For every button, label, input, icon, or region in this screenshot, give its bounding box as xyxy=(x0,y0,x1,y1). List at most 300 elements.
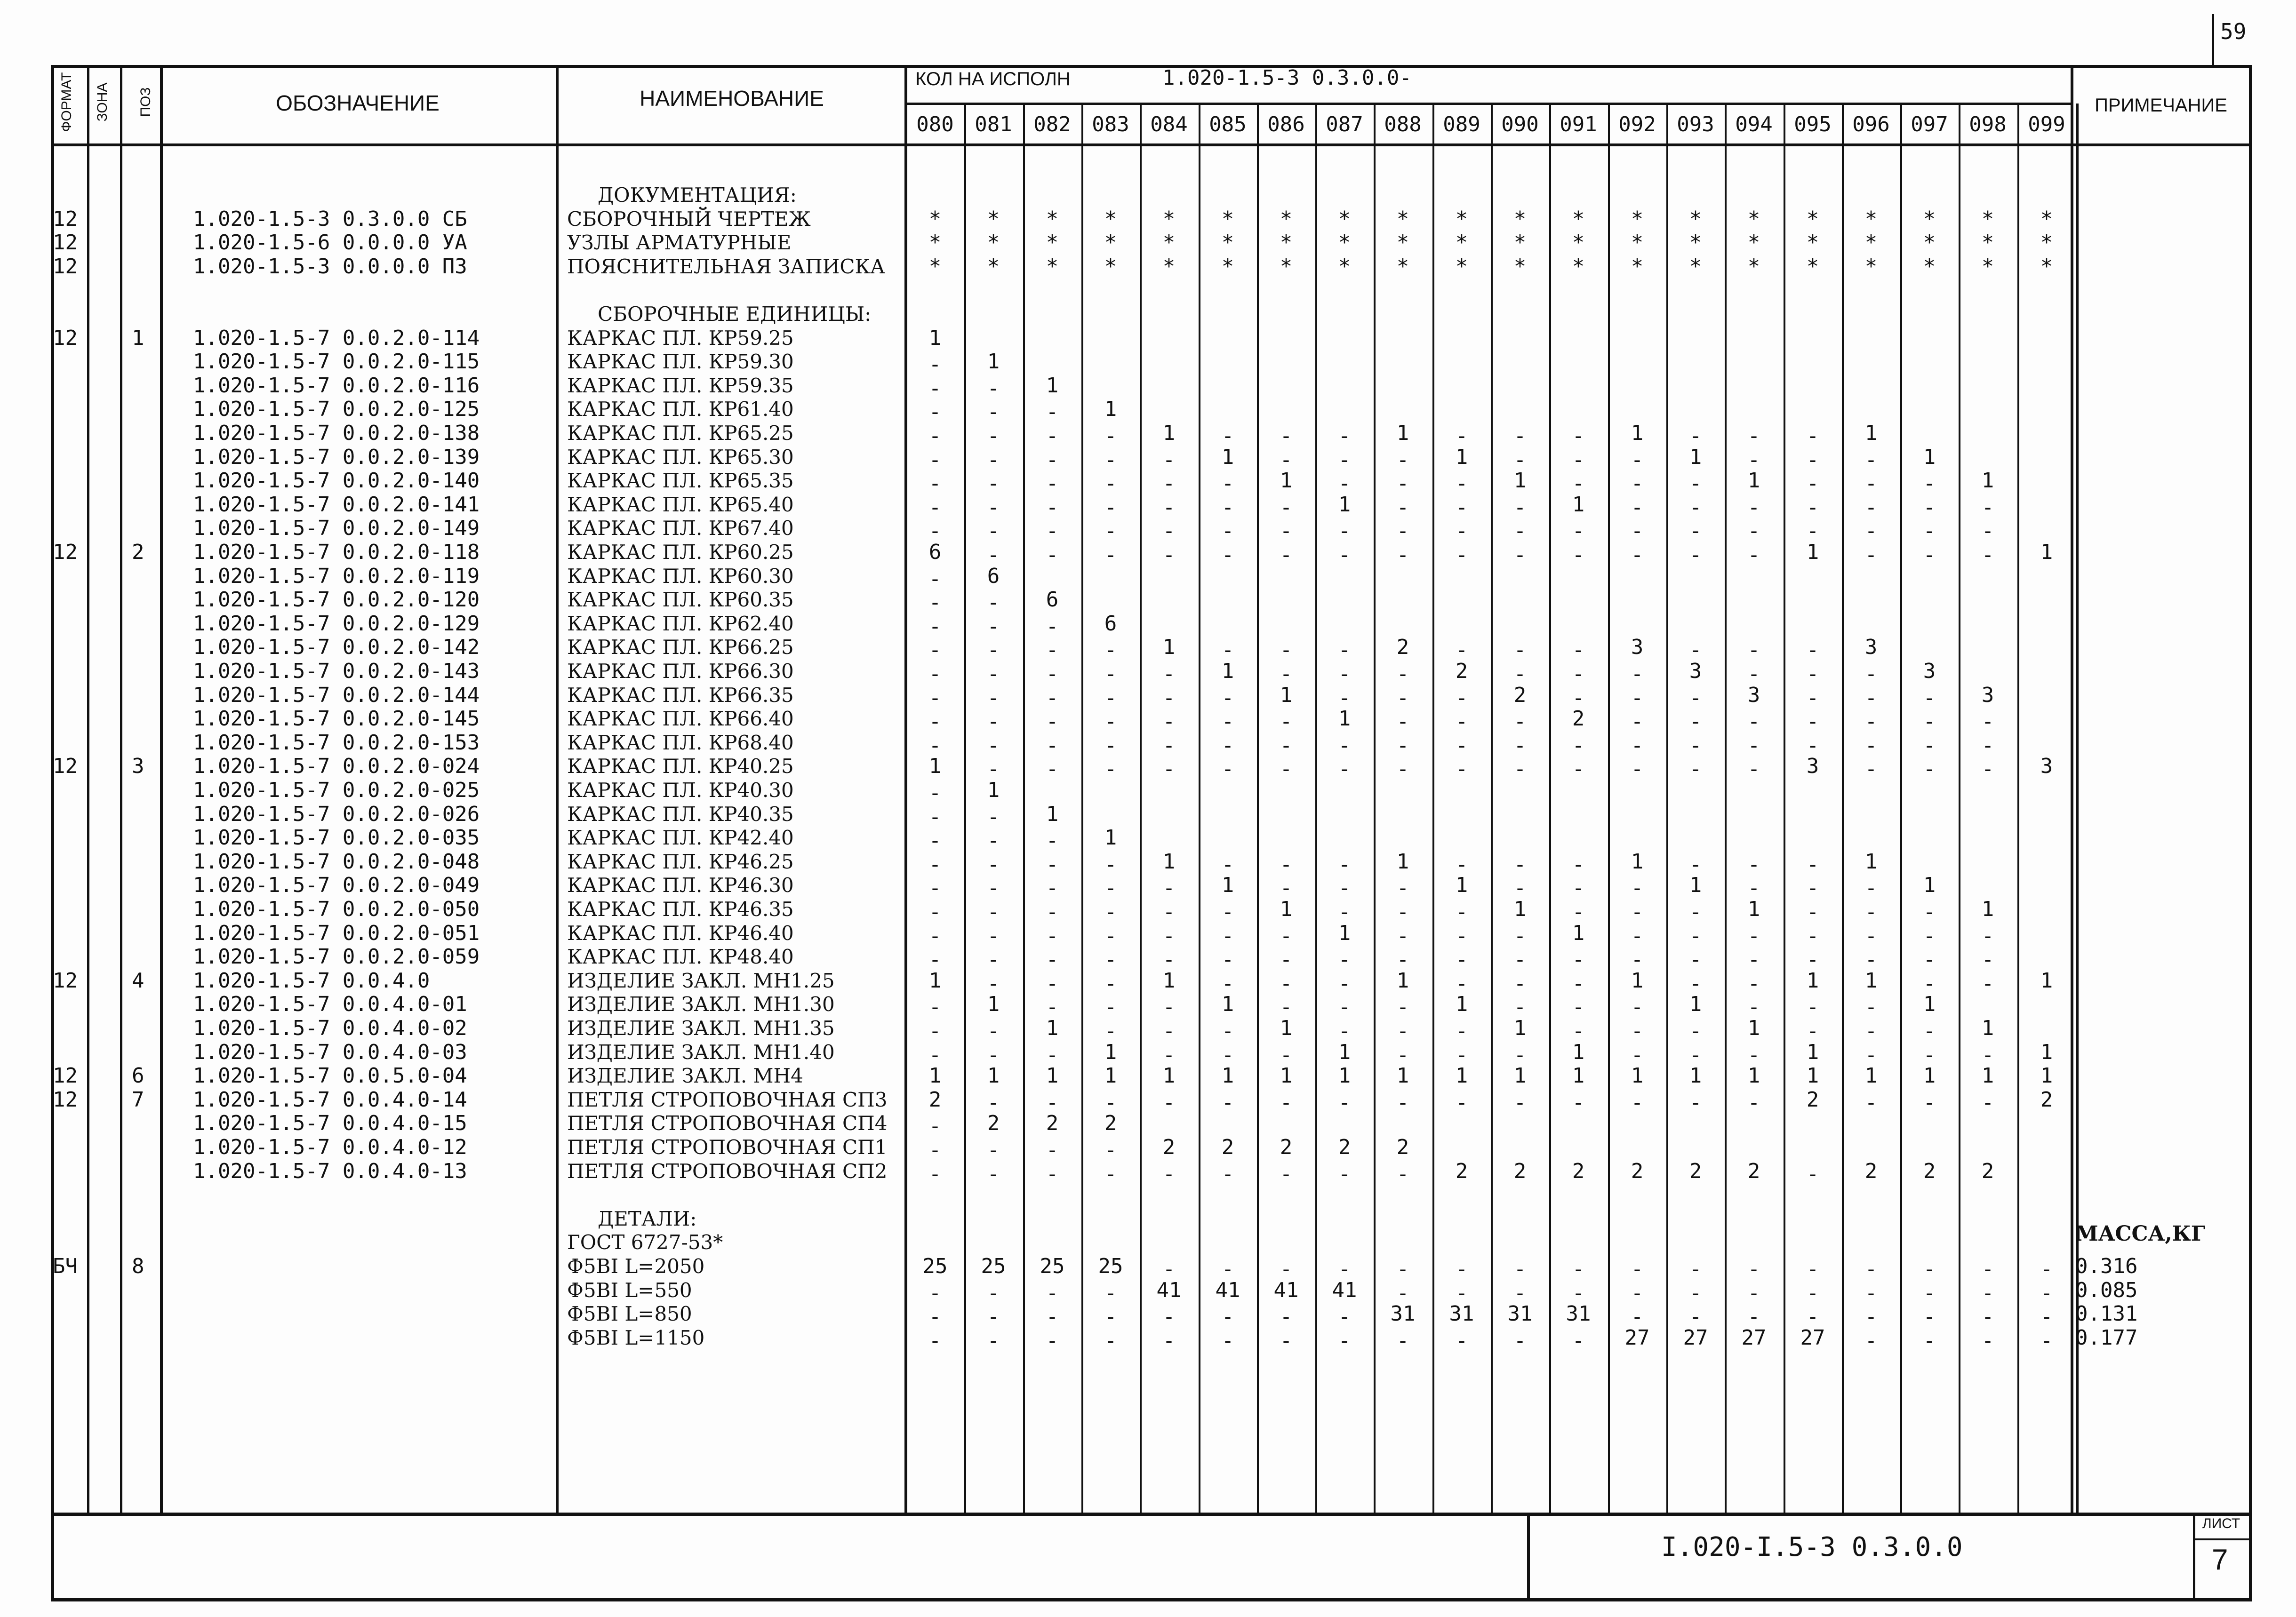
qty-cell: - xyxy=(1104,424,1117,448)
pos-col-line xyxy=(160,65,163,1513)
qty-cell: - xyxy=(1689,638,1702,662)
qty-cell: * xyxy=(1396,207,1409,231)
qty-cell: - xyxy=(1338,995,1351,1019)
variant-header-085: 085 xyxy=(1209,112,1247,136)
qty-cell: - xyxy=(2040,1329,2053,1353)
row-name: КАРКАС ПЛ. КР66.30 xyxy=(567,660,794,683)
qty-cell: 1 xyxy=(1572,493,1585,517)
qty-cell: - xyxy=(1806,1305,1819,1329)
qty-cell: - xyxy=(1923,924,1936,948)
qty-cell: - xyxy=(1221,948,1234,972)
row-designation: 1.020-1.5-7 0.0.4.0-14 xyxy=(193,1088,467,1112)
qty-cell: * xyxy=(1747,207,1760,231)
row-format: 12 xyxy=(53,231,78,255)
row-name: ИЗДЕЛИЕ ЗАКЛ. МН1.25 xyxy=(567,969,835,992)
qty-cell: - xyxy=(1747,995,1760,1019)
qty-cell: - xyxy=(928,1019,942,1043)
qty-cell: 1 xyxy=(1280,897,1293,921)
qty-cell: 27 xyxy=(1800,1326,1825,1350)
qty-cell: 2 xyxy=(1104,1111,1117,1135)
qty-cell: - xyxy=(1747,1305,1760,1329)
row-designation: 1.020-1.5-7 0.0.4.0 xyxy=(193,969,430,993)
document-number: I.020-I.5-3 0.3.0.0 xyxy=(1661,1532,1963,1562)
qty-cell: - xyxy=(1981,543,1994,567)
qty-cell: 1 xyxy=(928,754,942,778)
qty-cell: - xyxy=(1923,709,1936,733)
qty-cell: * xyxy=(1864,231,1878,255)
qty-cell: - xyxy=(1162,757,1176,781)
qty-cell: - xyxy=(1981,1257,1994,1281)
qty-cell: - xyxy=(1572,1019,1585,1043)
qty-cell: - xyxy=(1513,638,1527,662)
qty-cell: - xyxy=(1513,1281,1527,1305)
row-name: КАРКАС ПЛ. КР46.25 xyxy=(567,850,794,873)
qty-cell: * xyxy=(1338,255,1351,279)
qty-cell: - xyxy=(987,638,1000,662)
qty-cell: - xyxy=(1455,471,1468,495)
qty-cell: 3 xyxy=(1747,683,1760,707)
qty-cell: * xyxy=(928,255,942,279)
qty-cell: - xyxy=(1396,1257,1409,1281)
qty-cell: - xyxy=(1280,1329,1293,1353)
qty-cell: 1 xyxy=(1981,469,1994,493)
qty-cell: - xyxy=(1338,471,1351,495)
qty-cell: - xyxy=(928,567,942,591)
row-designation: 1.020-1.5-7 0.0.2.0-142 xyxy=(193,635,480,659)
qty-cell: * xyxy=(1221,255,1234,279)
qty-cell: 2 xyxy=(1747,1159,1760,1183)
qty-cell: 1 xyxy=(987,1064,1000,1088)
qty-cell: - xyxy=(1338,733,1351,757)
qty-cell: - xyxy=(1280,495,1293,519)
qty-cell: - xyxy=(1455,686,1468,710)
designation-col-line xyxy=(556,65,559,1513)
qty-cell: * xyxy=(1046,207,1059,231)
qty-cell: 1 xyxy=(1221,659,1234,683)
qty-cell: - xyxy=(1104,948,1117,972)
qty-cell: - xyxy=(1747,924,1760,948)
qty-cell: * xyxy=(1747,255,1760,279)
row-format: 12 xyxy=(53,1064,78,1088)
qty-cell: - xyxy=(1513,543,1527,567)
qty-cell: - xyxy=(1747,1281,1760,1305)
row-name: ИЗДЕЛИЕ ЗАКЛ. МН4 xyxy=(567,1064,803,1087)
qty-cell: - xyxy=(1280,1043,1293,1067)
qty-cell: - xyxy=(1338,1091,1351,1115)
qty-cell: * xyxy=(1280,207,1293,231)
row-designation: 1.020-1.5-7 0.0.2.0-120 xyxy=(193,588,480,612)
qty-cell: - xyxy=(1864,948,1878,972)
qty-cell: - xyxy=(1981,972,1994,996)
qty-cell: 1 xyxy=(1280,683,1293,707)
qty-cell: * xyxy=(1981,255,1994,279)
qty-cell: 1 xyxy=(1396,1064,1409,1088)
qty-cell: - xyxy=(1046,495,1059,519)
qty-cell: - xyxy=(1747,543,1760,567)
qty-cell: - xyxy=(1455,1329,1468,1353)
qty-cell: - xyxy=(1981,495,1994,519)
qty-cell: - xyxy=(1689,924,1702,948)
qty-cell: - xyxy=(1104,972,1117,996)
qty-cell: - xyxy=(1513,1257,1527,1281)
qty-cell: - xyxy=(1513,662,1527,686)
row-position: 6 xyxy=(132,1064,144,1088)
qty-cell: 2 xyxy=(1338,1135,1351,1159)
qty-cell: - xyxy=(1046,1329,1059,1353)
qty-cell: * xyxy=(1806,255,1819,279)
qty-cell: 2 xyxy=(1513,683,1527,707)
qty-cell: - xyxy=(1455,900,1468,924)
qty-cell: - xyxy=(1046,972,1059,996)
qty-cell: 27 xyxy=(1683,1326,1708,1350)
qty-cell: - xyxy=(928,828,942,852)
qty-cell: - xyxy=(1747,709,1760,733)
qty-cell: - xyxy=(1162,543,1176,567)
qty-cell: - xyxy=(928,638,942,662)
qty-cell: 1 xyxy=(1631,421,1644,445)
qty-cell: - xyxy=(1221,686,1234,710)
qty-cell: - xyxy=(1631,995,1644,1019)
row-designation: 1.020-1.5-7 0.0.4.0-13 xyxy=(193,1159,467,1183)
qty-cell: - xyxy=(1046,709,1059,733)
row-designation: 1.020-1.5-7 0.0.5.0-04 xyxy=(193,1064,467,1088)
qty-cell: - xyxy=(1923,757,1936,781)
qty-cell: 1 xyxy=(1513,1064,1527,1088)
qty-cell: - xyxy=(1806,995,1819,1019)
qty-cell: - xyxy=(1572,876,1585,900)
qty-cell: * xyxy=(987,255,1000,279)
qty-cell: - xyxy=(928,1114,942,1138)
qty-cell: - xyxy=(2040,1305,2053,1329)
qty-cell: 2 xyxy=(928,1088,942,1112)
qty-cell: - xyxy=(1338,876,1351,900)
qty-cell: - xyxy=(1747,519,1760,543)
row-note: 0.085 xyxy=(2075,1278,2138,1302)
qty-cell: - xyxy=(928,519,942,543)
qty-cell: - xyxy=(1981,1281,1994,1305)
qty-cell: 1 xyxy=(1396,969,1409,993)
qty-cell: - xyxy=(1338,448,1351,472)
qty-cell: - xyxy=(1104,1162,1117,1186)
qty-cell: - xyxy=(1689,1305,1702,1329)
qty-cell: 41 xyxy=(1332,1278,1357,1302)
qty-cell: - xyxy=(1280,1257,1293,1281)
qty-cell: - xyxy=(1280,733,1293,757)
row-name: КАРКАС ПЛ. КР65.35 xyxy=(567,469,794,492)
qty-cell: - xyxy=(1338,900,1351,924)
qty-cell: 1 xyxy=(987,992,1000,1016)
qty-cell: - xyxy=(1280,543,1293,567)
qty-cell: * xyxy=(928,231,942,255)
variant-header-089: 089 xyxy=(1443,112,1480,136)
qty-cell: * xyxy=(1747,231,1760,255)
qty-cell: * xyxy=(1221,207,1234,231)
qty-cell: - xyxy=(1338,1162,1351,1186)
qty-cell: - xyxy=(1280,852,1293,876)
row-designation: 1.020-1.5-7 0.0.2.0-139 xyxy=(193,445,480,469)
header-bottom-line xyxy=(51,143,2252,146)
qty-cell: - xyxy=(1455,638,1468,662)
qty-cell: * xyxy=(2040,231,2053,255)
qty-cell: - xyxy=(1338,972,1351,996)
variant-header-088: 088 xyxy=(1384,112,1422,136)
qty-cell: * xyxy=(1513,255,1527,279)
qty-cell: 31 xyxy=(1390,1302,1416,1326)
qty-cell: * xyxy=(1455,231,1468,255)
qty-cell: - xyxy=(1923,543,1936,567)
qty-cell: * xyxy=(1162,231,1176,255)
qty-cell: - xyxy=(987,757,1000,781)
qty-cell: 2 xyxy=(987,1111,1000,1135)
row-format: БЧ xyxy=(53,1254,78,1278)
row-designation: 1.020-1.5-7 0.0.2.0-059 xyxy=(193,945,480,969)
qty-cell: * xyxy=(1104,207,1117,231)
qty-cell: - xyxy=(1864,900,1878,924)
qty-cell: - xyxy=(1396,900,1409,924)
qty-cell: - xyxy=(1689,948,1702,972)
qty-cell: - xyxy=(1923,1091,1936,1115)
qty-cell: - xyxy=(1631,1257,1644,1281)
qty-cell: - xyxy=(1864,1329,1878,1353)
qty-cell: - xyxy=(1631,709,1644,733)
qty-cell: - xyxy=(1572,662,1585,686)
row-name: Ф5BI L=2050 xyxy=(567,1255,705,1278)
qty-cell: 1 xyxy=(1104,397,1117,421)
qty-cell: - xyxy=(1162,709,1176,733)
qty-cell: 3 xyxy=(1689,659,1702,683)
qty-cell: 2 xyxy=(1396,1135,1409,1159)
qty-cell: - xyxy=(1513,1091,1527,1115)
qty-cell: - xyxy=(1631,1281,1644,1305)
qty-cell: - xyxy=(1221,852,1234,876)
qty-cell: 25 xyxy=(922,1254,948,1278)
qty-cell: 3 xyxy=(1981,683,1994,707)
qty-cell: * xyxy=(1572,231,1585,255)
qty-cell: - xyxy=(987,1305,1000,1329)
qty-cell: - xyxy=(1104,1305,1117,1329)
qty-cell: - xyxy=(928,876,942,900)
qty-cell: - xyxy=(1981,519,1994,543)
row-designation: 1.020-1.5-7 0.0.2.0-125 xyxy=(193,397,480,421)
qty-cell: - xyxy=(1046,924,1059,948)
qty-cell: - xyxy=(1221,1329,1234,1353)
qty-cell: - xyxy=(1338,662,1351,686)
qty-cell: - xyxy=(1280,424,1293,448)
qty-cell: - xyxy=(1280,995,1293,1019)
qty-cell: - xyxy=(1689,972,1702,996)
qty-cell: - xyxy=(1513,852,1527,876)
row-name: КАРКАС ПЛ. КР40.30 xyxy=(567,779,794,802)
row-note: 0.177 xyxy=(2075,1326,2138,1350)
qty-cell: - xyxy=(1572,543,1585,567)
qty-cell: - xyxy=(1864,448,1878,472)
row-designation: 1.020-1.5-7 0.0.2.0-144 xyxy=(193,683,480,707)
row-name: ДЕТАЛИ: xyxy=(598,1207,697,1230)
qty-cell: 1 xyxy=(1221,992,1234,1016)
qty-cell: - xyxy=(1923,686,1936,710)
row-name: КАРКАС ПЛ. КР59.30 xyxy=(567,350,794,373)
row-designation: 1.020-1.5-7 0.0.2.0-050 xyxy=(193,897,480,921)
row-name: КАРКАС ПЛ. КР66.35 xyxy=(567,684,794,707)
qty-cell: - xyxy=(2040,1281,2053,1305)
header-pos: ПОЗ xyxy=(138,87,153,117)
qty-cell: - xyxy=(1513,1043,1527,1067)
row-name: КАРКАС ПЛ. КР60.35 xyxy=(567,588,794,611)
qty-cell: - xyxy=(1923,948,1936,972)
qty-cell: 2 xyxy=(1864,1159,1878,1183)
variant-header-099: 099 xyxy=(2028,112,2065,136)
qty-cell: - xyxy=(1046,852,1059,876)
qty-cell: - xyxy=(1981,1305,1994,1329)
qty-cell: 1 xyxy=(1747,469,1760,493)
row-designation: 1.020-1.5-7 0.0.2.0-026 xyxy=(193,802,480,826)
qty-cell: - xyxy=(928,495,942,519)
qty-cell: - xyxy=(987,1043,1000,1067)
qty-cell: - xyxy=(1689,519,1702,543)
qty-cell: - xyxy=(1689,1019,1702,1043)
qty-cell: - xyxy=(1396,686,1409,710)
row-format: 12 xyxy=(53,326,78,350)
qty-cell: 1 xyxy=(1162,969,1176,993)
qty-cell: 1 xyxy=(1455,873,1468,897)
qty-cell: - xyxy=(1923,1305,1936,1329)
qty-cell: - xyxy=(1396,1329,1409,1353)
qty-cell: - xyxy=(1631,662,1644,686)
qty-cell: * xyxy=(1104,231,1117,255)
qty-cell: - xyxy=(928,471,942,495)
qty-cell: - xyxy=(1280,1162,1293,1186)
qty-cell: - xyxy=(1280,876,1293,900)
qty-cell: - xyxy=(1162,519,1176,543)
zone-col-line xyxy=(120,65,122,1513)
qty-cell: - xyxy=(1396,709,1409,733)
row-designation: 1.020-1.5-7 0.0.2.0-024 xyxy=(193,754,480,778)
qty-cell: 6 xyxy=(987,564,1000,588)
row-designation: 1.020-1.5-7 0.0.4.0-01 xyxy=(193,992,467,1016)
qty-cell: - xyxy=(1923,519,1936,543)
qty-cell: - xyxy=(1221,543,1234,567)
qty-cell: - xyxy=(1280,638,1293,662)
qty-cell: 1 xyxy=(1864,969,1878,993)
qty-cell: 1 xyxy=(928,969,942,993)
qty-cell: - xyxy=(1864,543,1878,567)
qty-cell: 1 xyxy=(1280,469,1293,493)
qty-cell: - xyxy=(1162,1305,1176,1329)
row-position: 8 xyxy=(132,1254,144,1278)
qty-cell: - xyxy=(1806,448,1819,472)
qty-cell: - xyxy=(1864,1305,1878,1329)
qty-cell: - xyxy=(1864,709,1878,733)
qty-cell: - xyxy=(1221,972,1234,996)
qty-cell: - xyxy=(1747,662,1760,686)
qty-cell: - xyxy=(987,805,1000,829)
qty-cell: - xyxy=(1104,519,1117,543)
row-designation: 1.020-1.5-7 0.0.2.0-118 xyxy=(193,540,480,564)
qty-cell: - xyxy=(987,1329,1000,1353)
qty-cell: - xyxy=(1046,757,1059,781)
row-designation: 1.020-1.5-7 0.0.2.0-051 xyxy=(193,921,480,945)
qty-cell: - xyxy=(1981,757,1994,781)
row-designation: 1.020-1.5-6 0.0.0.0 УА xyxy=(193,231,467,255)
qty-cell: 1 xyxy=(1923,873,1936,897)
qty-cell: 1 xyxy=(1046,1016,1059,1040)
qty-cell: 1 xyxy=(1221,445,1234,469)
qty-cell: - xyxy=(1747,948,1760,972)
variant-header-081: 081 xyxy=(975,112,1012,136)
qty-cell: - xyxy=(1455,924,1468,948)
qty-cell: - xyxy=(987,828,1000,852)
row-designation: 1.020-1.5-7 0.0.2.0-140 xyxy=(193,469,480,493)
row-name: КАРКАС ПЛ. КР68.40 xyxy=(567,731,794,754)
qty-cell: 1 xyxy=(1572,1064,1585,1088)
qty-cell: * xyxy=(1513,231,1527,255)
qty-cell: - xyxy=(1747,448,1760,472)
qty-cell: - xyxy=(1864,995,1878,1019)
qty-cell: 3 xyxy=(1923,659,1936,683)
qty-cell: - xyxy=(1981,709,1994,733)
qty-cell: - xyxy=(1631,733,1644,757)
qty-cell: - xyxy=(1806,519,1819,543)
row-format: 12 xyxy=(53,969,78,993)
qty-cell: 1 xyxy=(1864,850,1878,874)
qty-cell: - xyxy=(1455,948,1468,972)
qty-cell: - xyxy=(1221,638,1234,662)
qty-cell: - xyxy=(1162,662,1176,686)
qty-cell: - xyxy=(928,1138,942,1162)
qty-cell: - xyxy=(987,614,1000,638)
note-heading: МАССА,КГ xyxy=(2075,1222,2206,1246)
qty-cell: 1 xyxy=(987,778,1000,802)
qty-cell: - xyxy=(1631,757,1644,781)
qty-cell: - xyxy=(1513,495,1527,519)
qty-cell: - xyxy=(1806,638,1819,662)
qty-cell: - xyxy=(928,400,942,424)
qty-cell: * xyxy=(1923,231,1936,255)
qty-cell: - xyxy=(1513,1329,1527,1353)
qty-cell: 25 xyxy=(1098,1254,1123,1278)
row-designation: 1.020-1.5-7 0.0.2.0-145 xyxy=(193,707,480,731)
qty-cell: 1 xyxy=(1689,992,1702,1016)
qty-cell: - xyxy=(1455,1257,1468,1281)
qty-cell: 1 xyxy=(1689,1064,1702,1088)
row-designation: 1.020-1.5-7 0.0.2.0-129 xyxy=(193,612,480,636)
qty-cell: - xyxy=(1396,448,1409,472)
qty-cell: - xyxy=(1923,733,1936,757)
qty-cell: 1 xyxy=(1338,493,1351,517)
qty-cell: 1 xyxy=(1221,1064,1234,1088)
row-name: КАРКАС ПЛ. КР62.40 xyxy=(567,612,794,635)
row-name: КАРКАС ПЛ. КР46.30 xyxy=(567,874,794,897)
qty-cell: 1 xyxy=(1338,1064,1351,1088)
qty-cell: - xyxy=(1162,733,1176,757)
qty-cell: 1 xyxy=(2040,1040,2053,1064)
row-designation: 1.020-1.5-7 0.0.4.0-12 xyxy=(193,1135,467,1159)
qty-cell: * xyxy=(2040,255,2053,279)
qty-cell: * xyxy=(1923,255,1936,279)
qty-cell: - xyxy=(1104,471,1117,495)
qty-cell: - xyxy=(1046,995,1059,1019)
variant-header-083: 083 xyxy=(1092,112,1129,136)
qty-cell: - xyxy=(1046,686,1059,710)
qty-cell: - xyxy=(987,448,1000,472)
qty-cell: 1 xyxy=(1631,969,1644,993)
row-note: 0.131 xyxy=(2075,1302,2138,1326)
qty-cell: * xyxy=(1572,255,1585,279)
variant-header-080: 080 xyxy=(916,112,954,136)
qty-cell: 1 xyxy=(1689,873,1702,897)
qty-cell: 27 xyxy=(1741,1326,1767,1350)
qty-cell: - xyxy=(1631,1043,1644,1067)
